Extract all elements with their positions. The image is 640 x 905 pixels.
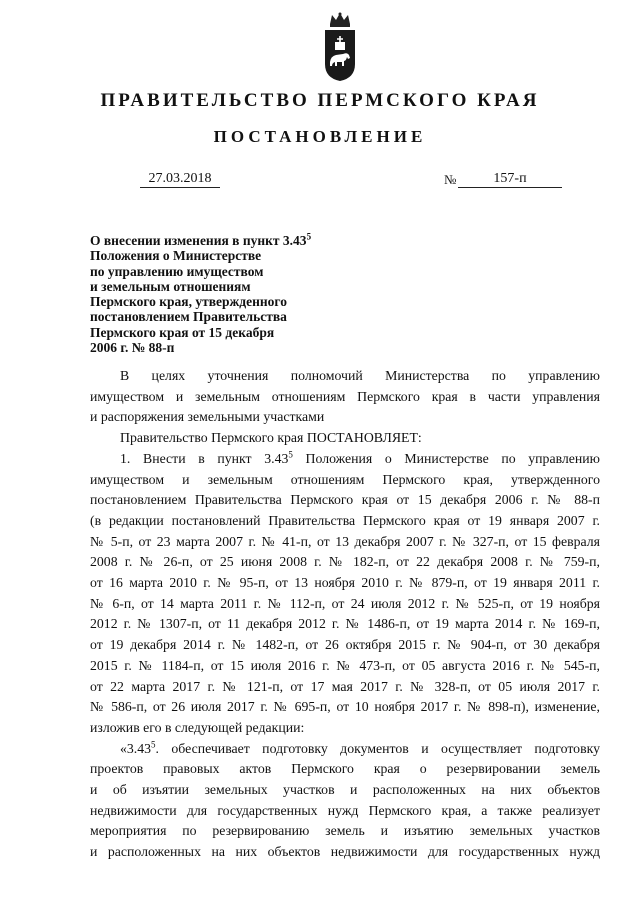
quote-line: недвижимости для государственных нужд Пермского края, а также реализует (90, 802, 600, 818)
quote-line: «3.43$^5$. обеспечивает подготовку документов и осуществляет подготовку (120, 739, 600, 756)
subject-line: Пермского края, утвержденного (90, 294, 287, 310)
body-line: 2015 г. № 1184-п, от 15 июля 2016 г. № 473-п, от 05 августа 2016 г. № 545-п, (90, 657, 600, 673)
body-line: № 5-п, от 23 марта 2007 г. № 41-п, от 13 декабря 2007 г. № 327-п, от 15 февраля (90, 533, 600, 549)
document-type: ПОСТАНОВЛЕНИЕ (213, 127, 427, 146)
body-line: от 22 марта 2017 г. № 121-п, от 17 мая 2017 г. № 328-п, от 05 июля 2017 г. (90, 678, 600, 694)
quote-line: мероприятия по резервированию земель и изъятию земельных участков (90, 823, 600, 839)
subject-line: постановлением Правительства (90, 309, 287, 325)
body-line: от 16 марта 2010 г. № 95-п, от 13 ноября 2010 г. № 879-п, от 19 января 2011 г. (90, 575, 600, 591)
body-line: 2008 г. № 26-п, от 25 июня 2008 г. № 182-п, от 22 декабря 2008 г. № 759-п, (90, 554, 600, 570)
body-line: № 586-п, от 26 июля 2017 г. № 695-п, от 10 ноября 2017 г. № 898-п), изменение, (90, 699, 600, 715)
number-sign: № (444, 172, 457, 187)
subject-line: и земельным отношениям (90, 278, 251, 294)
body-line: 1. Внести в пункт 3.43$^5$ Положения о Министерстве по управлению (120, 449, 600, 466)
quote-line: и об изъятии земельных участков и расположенных на них объектов (90, 782, 600, 798)
subject-line: Положения о Министерстве (90, 248, 262, 264)
body-line: № 6-п, от 14 марта 2011 г. № 112-п, от 24 июля 2012 г. № 525-п, от 19 ноября (90, 595, 600, 611)
document-date: 27.03.2018 (140, 170, 220, 188)
body-line: имуществом и земельным отношениям Пермского края, утвержденного (90, 471, 600, 487)
document-body (90, 366, 600, 863)
document-subject (90, 233, 360, 355)
subject-line: Пермского края от 15 декабря (90, 324, 275, 340)
resolution-line: Правительство Пермского края ПОСТАНОВЛЯЕТ: (120, 430, 422, 446)
body-line: от 19 декабря 2014 г. № 1482-п, от 26 октября 2015 г. № 904-п, от 30 декабря (90, 637, 600, 653)
quote-line: и расположенных на них объектов недвижимости для государственных нужд (90, 844, 600, 860)
subject-line: по управлению имуществом (90, 263, 264, 279)
body-line: имуществом и земельным отношениям Пермского края в части управления (90, 388, 600, 404)
subject-line: О внесении изменения в пункт 3.43$^5$ (90, 231, 312, 248)
body-line: и распоряжения земельными участками (90, 409, 325, 425)
subject-line: 2006 г. № 88-п (90, 340, 175, 356)
document-number: 157-п (458, 170, 562, 188)
body-line: (в редакции постановлений Правительства Пермского края от 19 января 2007 г. (90, 512, 600, 528)
body-line: изложив его в следующей редакции: (90, 719, 305, 735)
body-line: постановлением Правительства Пермского края от 15 декабря 2006 г. № 88-п (90, 492, 600, 508)
coat-of-arms-icon (323, 12, 357, 82)
body-line: В целях уточнения полномочий Министерства по управлению (120, 368, 600, 383)
government-title: ПРАВИТЕЛЬСТВО ПЕРМСКОГО КРАЯ (100, 90, 540, 111)
quote-line: проектов правовых актов Пермского края о резервировании земель (90, 761, 600, 777)
body-line: 2012 г. № 1307-п, от 11 декабря 2012 г. № 1486-п, от 19 марта 2014 г. № 169-п, (90, 616, 600, 632)
